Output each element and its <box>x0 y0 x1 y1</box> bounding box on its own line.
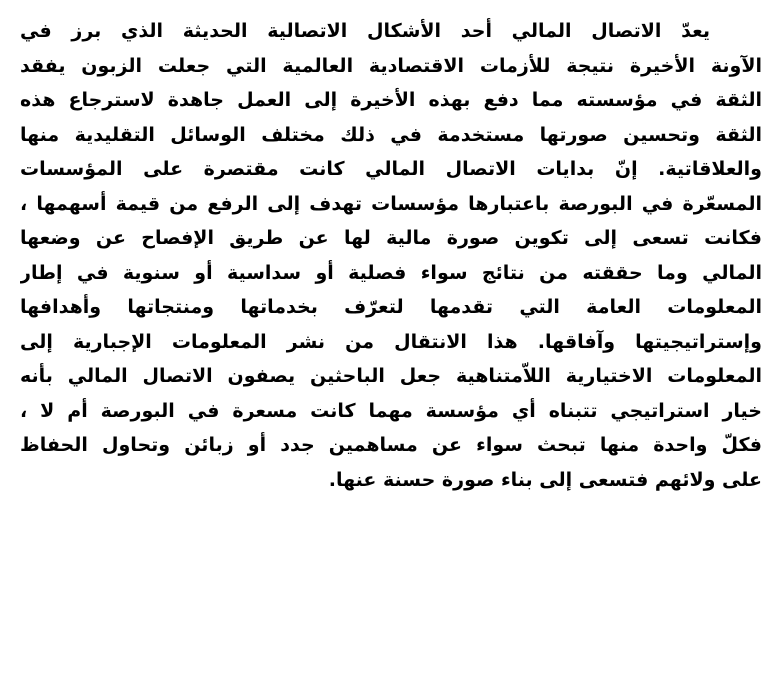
paragraph-line-12: خيار استراتيجي تتبناه أي مؤسسة مهما كانت مسعرة في البورصة أم لا ، <box>20 399 762 422</box>
paragraph-line-14: على ولائهم فتسعى إلى بناء صورة حسنة عنها. <box>328 468 762 491</box>
paragraph-line-11: المعلومات الاختيارية اللاّمتناهية جعل الباحثين يصفون الاتصال المالي بأنه <box>20 365 762 387</box>
paragraph-line-10: وإستراتيجيتها وآفاقها. هذا الانتقال من نشر المعلومات الإجبارية إلى <box>20 330 762 353</box>
paragraph-line-2: الآونة الأخيرة نتيجة للأزمات الاقتصادية العالمية التي جعلت الزبون يفقد <box>20 54 762 77</box>
paragraph-line-4: الثقة وتحسين صورتها مستخدمة في ذلك مختلف الوسائل التقليدية منها <box>20 123 762 146</box>
paragraph-line-9: المعلومات العامة التي تقدمها لتعرّف بخدماتها ومنتجاتها وأهدافها <box>20 296 762 318</box>
paragraph-line-8: المالي وما حققته من نتائج سواء فصلية أو سداسية أو سنوية في إطار <box>20 261 762 284</box>
paragraph-line-3: الثقة في مؤسسته مما دفع بهذه الأخيرة إلى العمل جاهدة لاسترجاع هذه <box>20 89 762 111</box>
arabic-paragraph <box>20 14 762 497</box>
paragraph-line-7: فكانت تسعى إلى تكوين صورة مالية لها عن طريق الإفصاح عن وضعها <box>20 227 762 249</box>
paragraph-line-1: يعدّ الاتصال المالي أحد الأشكال الاتصالية الحديثة الذي برز في <box>20 20 710 42</box>
paragraph-line-5: والعلاقاتية. إنّ بدايات الاتصال المالي كانت مقتصرة على المؤسسات <box>20 158 762 180</box>
paragraph-line-13: فكلّ واحدة منها تبحث سواء عن مساهمين جدد أو زبائن وتحاول الحفاظ <box>20 434 762 456</box>
paragraph-line-6: المسعّرة في البورصة باعتبارها مؤسسات تهدف إلى الرفع من قيمة أسهمها ، <box>20 192 762 215</box>
